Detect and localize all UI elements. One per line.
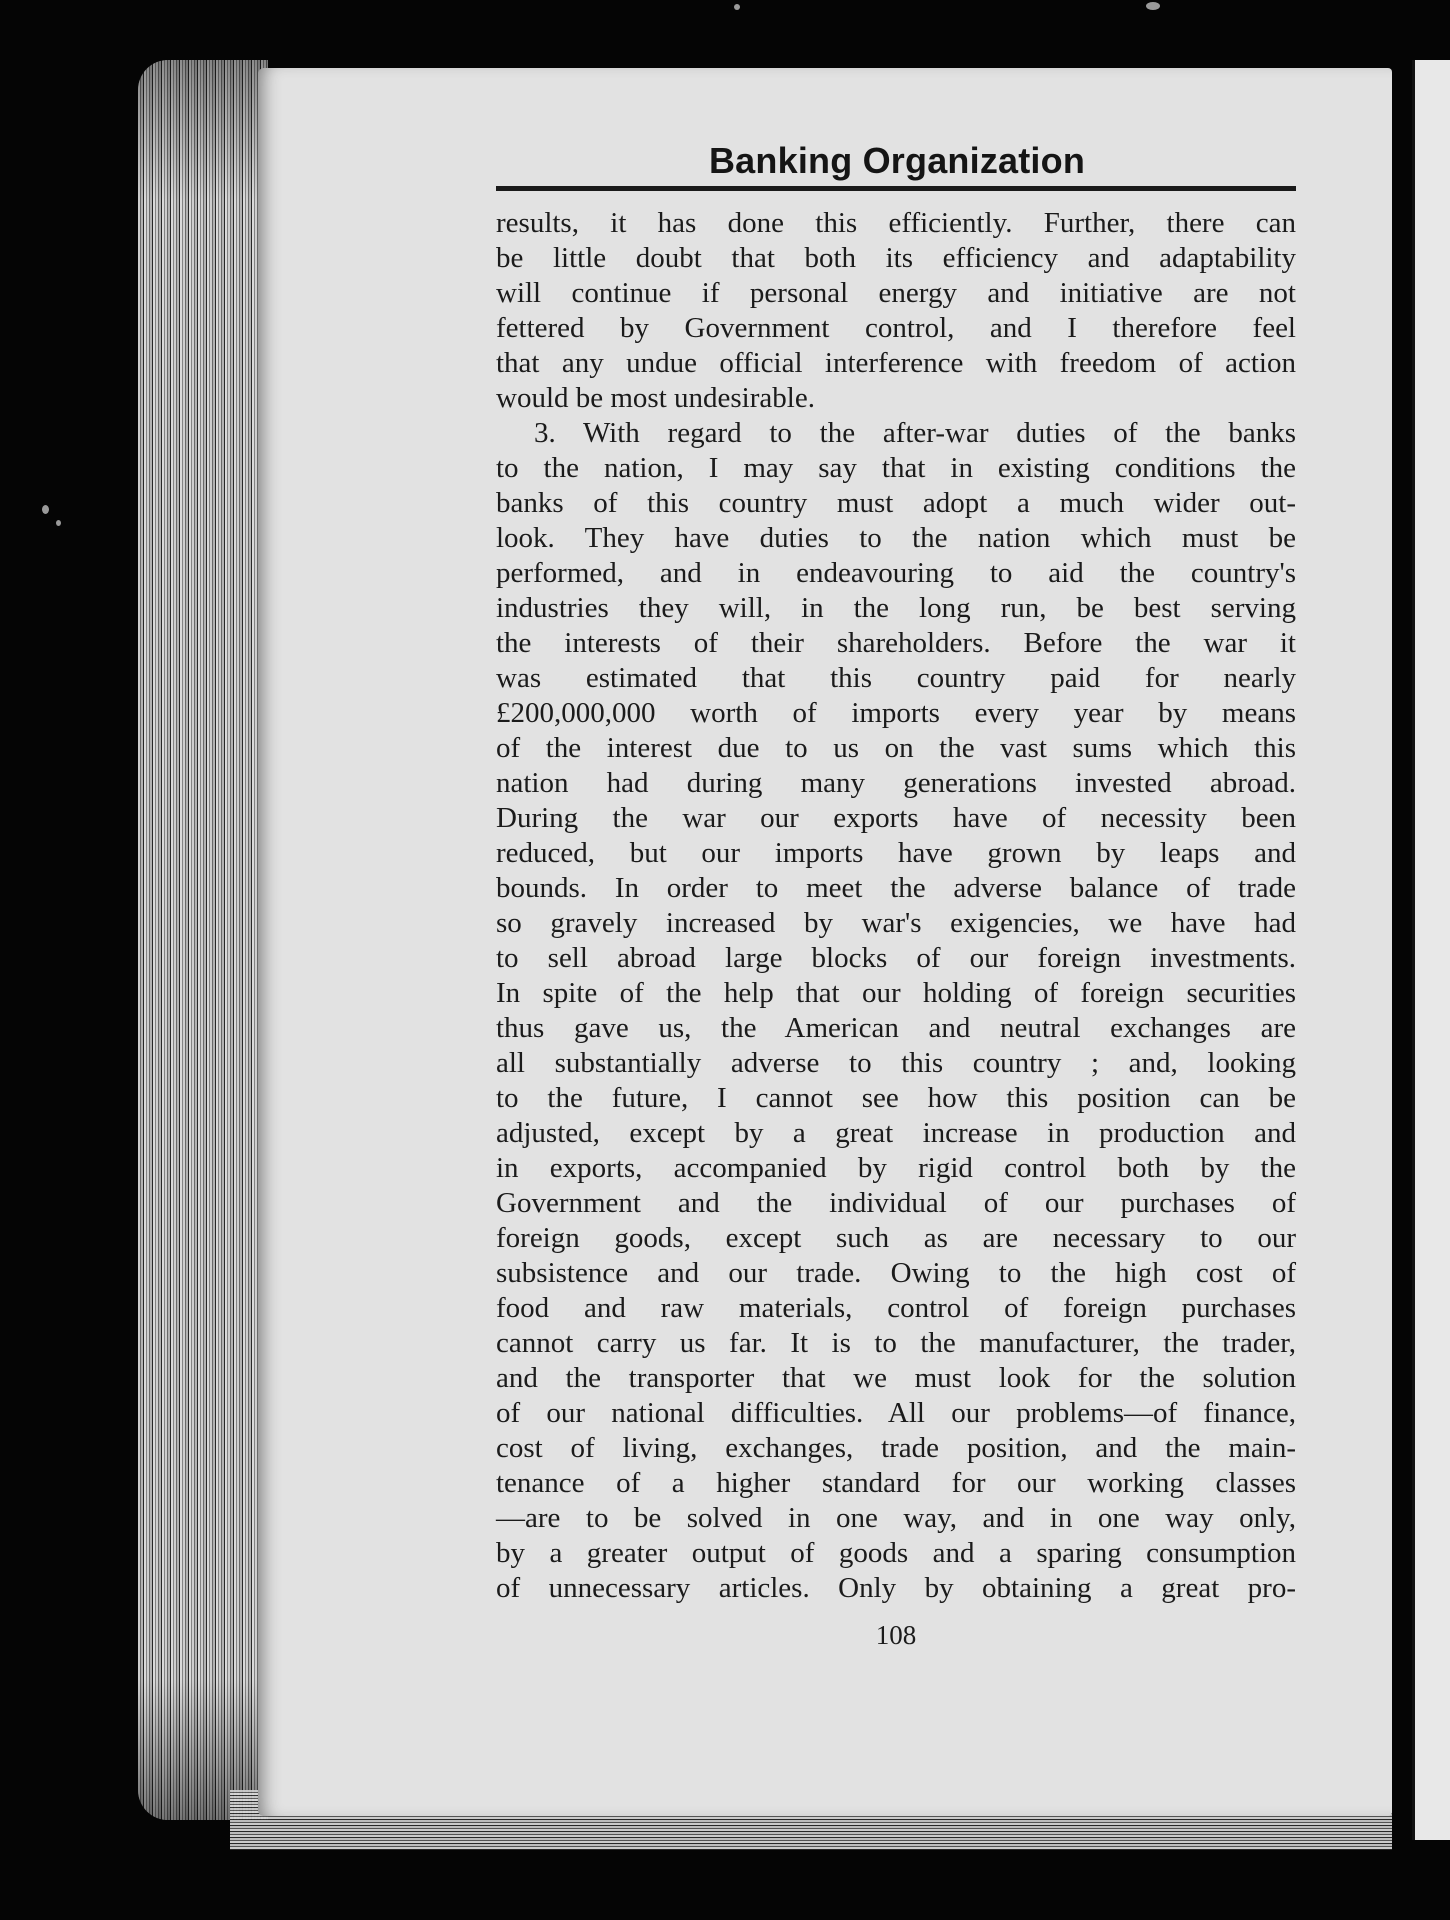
text-line: foreign goods, except such as are necessary to our (496, 1222, 1296, 1254)
text-line: and the transporter that we must look for the solution (496, 1362, 1296, 1394)
text-line: all substantially adverse to this country ; and, looking (496, 1047, 1296, 1079)
text-line: bounds. In order to meet the adverse balance of trade (496, 872, 1296, 904)
text-line: £200,000,000 worth of imports every year by means (496, 697, 1296, 729)
text-line: Government and the individual of our purchases of (496, 1187, 1296, 1219)
text-line: cannot carry us far. It is to the manufacturer, the trader, (496, 1327, 1296, 1359)
text-line: 3. With regard to the after-war duties of the banks (534, 417, 1296, 449)
text-line: reduced, but our imports have grown by leaps and (496, 837, 1296, 869)
text-line: of unnecessary articles. Only by obtaining a great pro- (496, 1572, 1296, 1604)
text-line: in exports, accompanied by rigid control both by the (496, 1152, 1296, 1184)
text-line: to sell abroad large blocks of our foreign investments. (496, 942, 1296, 974)
text-line: cost of living, exchanges, trade position, and the main- (496, 1432, 1296, 1464)
text-line: adjusted, except by a great increase in production and (496, 1117, 1296, 1149)
text-line: was estimated that this country paid for nearly (496, 662, 1296, 694)
text-line: would be most undesirable. (496, 382, 815, 414)
scan-speck (734, 4, 740, 10)
text-line: —are to be solved in one way, and in one way only, (496, 1502, 1296, 1534)
text-line: During the war our exports have of necessity been (496, 802, 1296, 834)
text-line: industries they will, in the long run, be best serving (496, 592, 1296, 624)
text-line: food and raw materials, control of foreign purchases (496, 1292, 1296, 1324)
page-number: 108 (875, 1620, 917, 1650)
scan-speck (42, 505, 49, 514)
text-line: the interests of their shareholders. Before the war it (496, 627, 1296, 659)
book-page-edges (138, 60, 268, 1820)
text-line: In spite of the help that our holding of foreign securities (496, 977, 1296, 1009)
text-line: will continue if personal energy and initiative are not (496, 277, 1296, 309)
text-line: performed, and in endeavouring to aid the country's (496, 557, 1296, 589)
text-line: banks of this country must adopt a much wider out- (496, 487, 1296, 519)
text-line: so gravely increased by war's exigencies, we have had (496, 907, 1296, 939)
text-line: of the interest due to us on the vast sums which this (496, 732, 1296, 764)
text-line: of our national difficulties. All our problems—of finance, (496, 1397, 1296, 1429)
text-line: thus gave us, the American and neutral exchanges are (496, 1012, 1296, 1044)
text-line: tenance of a higher standard for our working classes (496, 1467, 1296, 1499)
text-line: fettered by Government control, and I therefore feel (496, 312, 1296, 344)
next-page-edge (1412, 60, 1450, 1840)
text-line: nation had during many generations invested abroad. (496, 767, 1296, 799)
text-line: that any undue official interference with freedom of action (496, 347, 1296, 379)
text-line: be little doubt that both its efficiency and adaptability (496, 242, 1296, 274)
running-head: Banking Organization (708, 140, 1086, 181)
body-text (496, 206, 1296, 1606)
text-line: results, it has done this efficiently. Further, there can (496, 207, 1296, 239)
text-line: to the nation, I may say that in existing conditions the (496, 452, 1296, 484)
text-line: subsistence and our trade. Owing to the high cost of (496, 1257, 1296, 1289)
text-line: look. They have duties to the nation which must be (496, 522, 1296, 554)
text-line: by a greater output of goods and a sparing consumption (496, 1537, 1296, 1569)
text-line: to the future, I cannot see how this position can be (496, 1082, 1296, 1114)
scan-speck (56, 520, 61, 526)
header-rule (496, 186, 1296, 191)
scan-speck (1146, 2, 1160, 10)
